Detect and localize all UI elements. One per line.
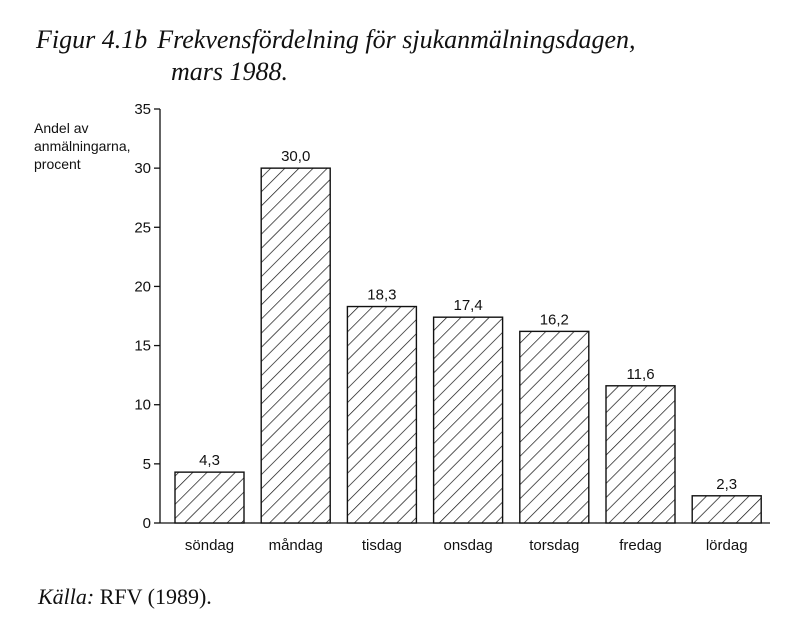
value-label: 17,4 xyxy=(453,297,483,315)
value-label: 16,2 xyxy=(539,311,569,329)
y-axis-label-line-2: anmälningarna, xyxy=(34,138,131,154)
category-label: onsdag xyxy=(443,537,493,554)
value-label: 4,3 xyxy=(199,452,220,470)
bar-lördag xyxy=(692,496,761,523)
bar-söndag xyxy=(175,472,244,523)
bar-onsdag xyxy=(434,317,503,523)
category-label: torsdag xyxy=(529,537,580,554)
bar-tisdag xyxy=(347,307,416,523)
bars-layer xyxy=(175,168,761,523)
y-tick-label: 0 xyxy=(142,515,151,532)
bar-torsdag xyxy=(520,331,589,523)
category-label: lördag xyxy=(705,537,748,554)
bar-måndag xyxy=(261,168,330,523)
y-tick-label: 20 xyxy=(134,278,151,296)
source-note xyxy=(38,584,212,610)
y-tick-label: 5 xyxy=(142,455,151,473)
y-tick-label: 30 xyxy=(134,160,151,178)
figure-title-line-1: Frekvensfördelning för sjukanmälningsdagen, xyxy=(157,25,636,54)
category-label: tisdag xyxy=(361,537,402,554)
category-label: fredag xyxy=(619,537,662,554)
category-label: söndag xyxy=(184,537,235,554)
figure-title-line-2: mars 1988. xyxy=(171,57,289,86)
y-axis-label-line-3: procent xyxy=(34,156,81,172)
source-text: RFV (1989). xyxy=(99,584,212,609)
y-axis-label-line-1: Andel av xyxy=(34,120,89,136)
y-tick-label: 10 xyxy=(134,396,151,414)
bar-fredag xyxy=(606,386,675,523)
y-tick-label: 35 xyxy=(134,101,151,118)
y-tick-label: 25 xyxy=(134,219,151,237)
source-label: Källa: xyxy=(38,584,95,609)
value-label: 11,6 xyxy=(626,365,655,383)
value-label: 18,3 xyxy=(367,286,397,304)
value-label: 2,3 xyxy=(716,475,738,493)
category-label: måndag xyxy=(268,537,323,554)
figure-number: Figur 4.1b xyxy=(36,25,148,54)
y-tick-label: 15 xyxy=(134,337,151,355)
value-label: 30,0 xyxy=(281,148,311,166)
